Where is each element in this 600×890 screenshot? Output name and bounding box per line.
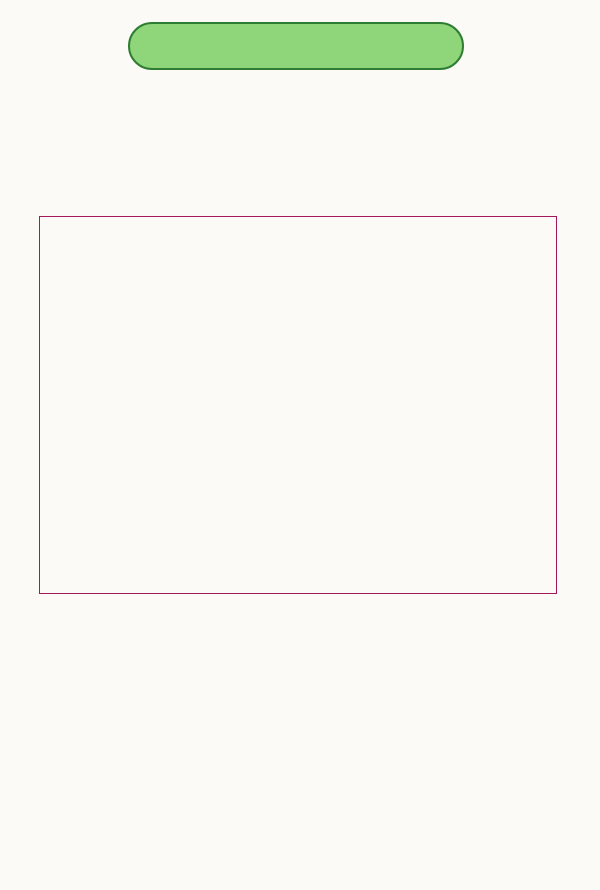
responsive-reading-box — [39, 216, 557, 594]
title-banner — [128, 22, 464, 70]
